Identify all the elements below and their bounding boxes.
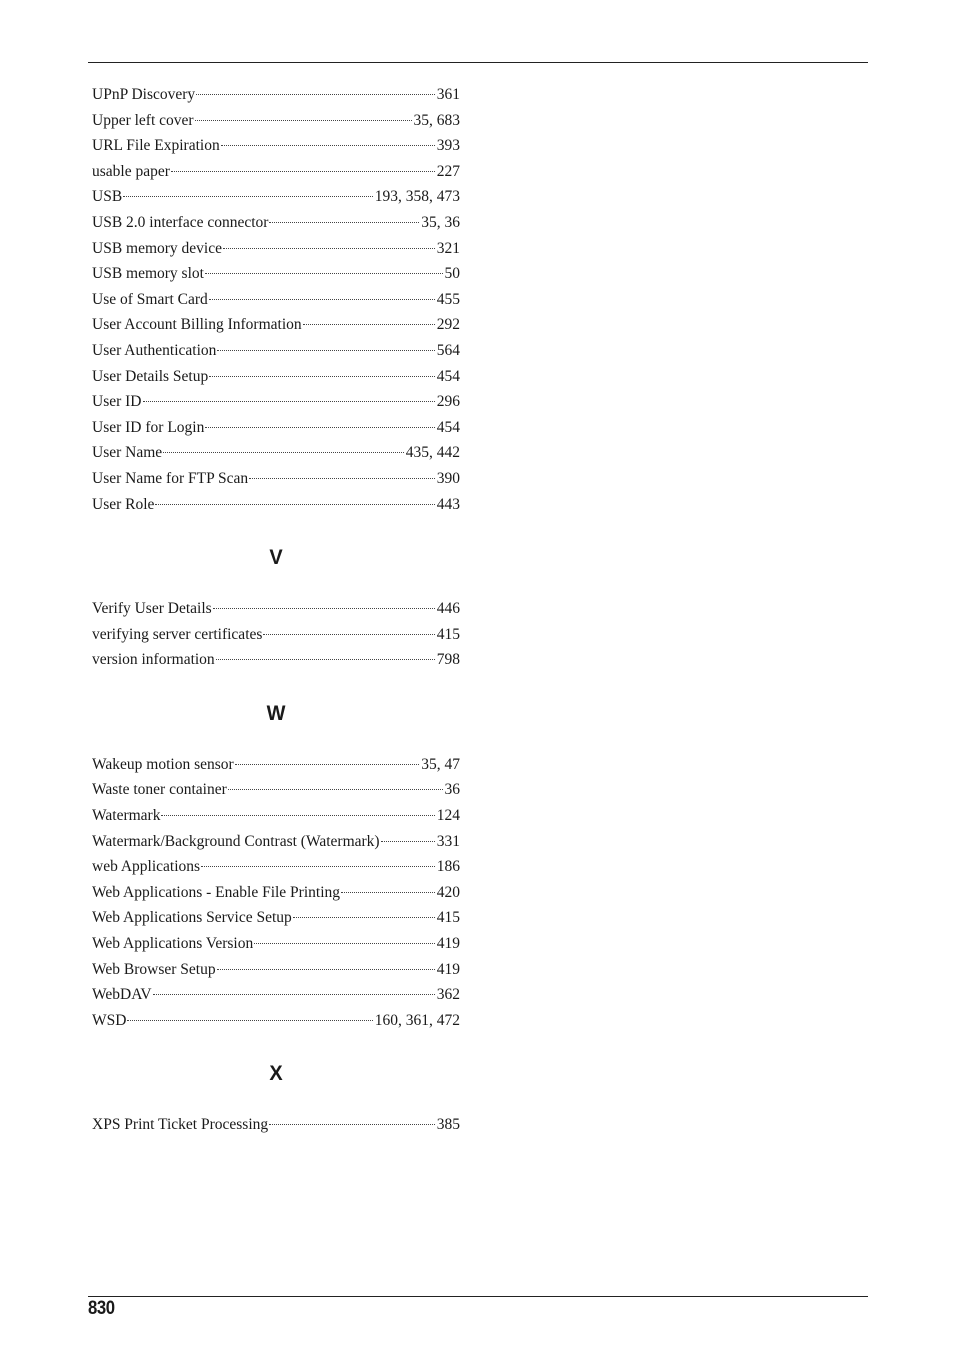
index-term: USB (92, 188, 123, 206)
dot-leader (155, 504, 434, 505)
dot-leader (205, 427, 434, 428)
index-pages: 35, 47 (421, 755, 460, 773)
index-entry (92, 982, 460, 1008)
index-term: USB memory device (92, 239, 223, 257)
index-term: Web Applications Version (92, 935, 254, 953)
index-term: WSD (92, 1011, 127, 1029)
index-pages: 35, 36 (421, 213, 460, 231)
index-entry (92, 184, 460, 210)
dot-leader (249, 478, 435, 479)
dot-leader (228, 789, 443, 790)
dot-leader (217, 350, 434, 351)
index-term: Verify User Details (92, 600, 212, 618)
index-entry (92, 312, 460, 338)
index-pages: 50 (444, 265, 460, 283)
index-pages: 292 (436, 316, 460, 334)
index-entry (92, 829, 460, 855)
dot-leader (216, 659, 435, 660)
dot-leader (254, 943, 435, 944)
dot-leader (196, 94, 435, 95)
dot-leader (293, 917, 435, 918)
index-entry (92, 287, 460, 313)
index-entry (92, 415, 460, 441)
index-entry (92, 389, 460, 415)
index-entry (92, 622, 460, 648)
index-pages: 454 (436, 367, 460, 385)
index-entry (92, 752, 460, 778)
dot-leader (269, 1124, 435, 1125)
dot-leader (161, 815, 434, 816)
dot-leader (235, 764, 420, 765)
index-pages: 415 (436, 625, 460, 643)
index-term: USB 2.0 interface connector (92, 213, 269, 231)
index-entry (92, 466, 460, 492)
page-number: 830 (88, 1298, 115, 1319)
index-term: Web Applications - Enable File Printing (92, 883, 341, 901)
index-entry (92, 931, 460, 957)
index-pages: 124 (436, 807, 460, 825)
index-entry (92, 159, 460, 185)
index-term: web Applications (92, 858, 201, 876)
index-term: User Account Billing Information (92, 316, 302, 334)
index-term: Upper left cover (92, 111, 194, 129)
index-entry (92, 108, 460, 134)
index-entry (92, 957, 460, 983)
dot-leader (221, 145, 435, 146)
index-entry (92, 210, 460, 236)
index-section (92, 1062, 460, 1138)
dot-leader (195, 120, 412, 121)
index-pages: 361 (436, 86, 460, 103)
index-pages: 390 (436, 469, 460, 487)
index-pages: 36 (444, 781, 460, 799)
index-entry (92, 1112, 460, 1138)
index-term: User Name for FTP Scan (92, 469, 249, 487)
index-pages: 296 (436, 393, 460, 411)
index-pages: 435, 442 (405, 444, 460, 462)
dot-leader (143, 401, 435, 402)
index-entry (92, 854, 460, 880)
index-term: Wakeup motion sensor (92, 755, 234, 773)
index-section (92, 82, 460, 517)
index-pages: 385 (436, 1116, 460, 1134)
index-term: User Name (92, 444, 163, 462)
header-rule (88, 62, 868, 63)
dot-leader (303, 324, 435, 325)
index-term: verifying server certificates (92, 625, 263, 643)
dot-leader (209, 376, 435, 377)
index-entry (92, 440, 460, 466)
dot-leader (171, 171, 435, 172)
dot-leader (263, 634, 434, 635)
index-entry (92, 82, 460, 108)
section-letter-heading: X (269, 1062, 283, 1086)
index-pages: 455 (436, 290, 460, 308)
index-term: Watermark/Background Contrast (Watermark) (92, 832, 380, 850)
index-pages: 446 (436, 600, 460, 618)
index-entry (92, 133, 460, 159)
dot-leader (163, 452, 404, 453)
index-entry (92, 596, 460, 622)
index-entry (92, 647, 460, 673)
index-term: Use of Smart Card (92, 290, 208, 308)
index-pages: 362 (436, 986, 460, 1004)
index-term: UPnP Discovery (92, 86, 196, 103)
index-entry (92, 803, 460, 829)
index-pages: 331 (436, 832, 460, 850)
index-entry (92, 364, 460, 390)
index-entry (92, 338, 460, 364)
index-pages: 443 (436, 495, 460, 513)
index-pages: 415 (436, 909, 460, 927)
dot-leader (153, 994, 435, 995)
section-letter-heading: V (269, 546, 283, 570)
index-entry (92, 905, 460, 931)
index-entry (92, 880, 460, 906)
dot-leader (341, 892, 435, 893)
dot-leader (127, 1020, 372, 1021)
index-term: User Role (92, 495, 155, 513)
index-entry (92, 492, 460, 518)
index-term: Web Applications Service Setup (92, 909, 292, 927)
dot-leader (209, 299, 435, 300)
index-pages: 35, 683 (413, 111, 460, 129)
index-entry (92, 777, 460, 803)
index-entry (92, 261, 460, 287)
index-term: USB memory slot (92, 265, 204, 283)
dot-leader (213, 608, 435, 609)
index-term: usable paper (92, 162, 170, 180)
index-section (92, 546, 460, 673)
dot-leader (269, 222, 419, 223)
dot-leader (205, 273, 443, 274)
index-term: version information (92, 651, 215, 669)
index-term: User ID for Login (92, 418, 205, 436)
index-term: URL File Expiration (92, 137, 220, 155)
index-pages: 321 (436, 239, 460, 257)
index-pages: 393 (436, 137, 460, 155)
dot-leader (201, 866, 435, 867)
index-term: Waste toner container (92, 781, 227, 799)
index-pages: 454 (436, 418, 460, 436)
index-column (92, 82, 460, 1138)
index-entry (92, 236, 460, 262)
index-pages: 186 (436, 858, 460, 876)
dot-leader (217, 969, 435, 970)
dot-leader (223, 248, 435, 249)
index-pages: 420 (436, 883, 460, 901)
index-pages: 564 (436, 341, 460, 359)
index-pages: 798 (436, 651, 460, 669)
index-pages: 419 (436, 935, 460, 953)
index-pages: 227 (436, 162, 460, 180)
index-term: Watermark (92, 807, 161, 825)
index-term: User Details Setup (92, 367, 209, 385)
index-term: User ID (92, 393, 142, 411)
dot-leader (123, 196, 373, 197)
dot-leader (381, 841, 435, 842)
index-term: Web Browser Setup (92, 960, 216, 978)
index-pages: 160, 361, 472 (374, 1011, 460, 1029)
index-term: WebDAV (92, 986, 152, 1004)
section-letter-heading: W (266, 701, 286, 725)
index-pages: 193, 358, 473 (374, 188, 460, 206)
index-entry (92, 1008, 460, 1034)
footer-rule (88, 1296, 868, 1297)
index-pages: 419 (436, 960, 460, 978)
index-term: User Authentication (92, 341, 217, 359)
index-section (92, 702, 460, 1034)
index-term: XPS Print Ticket Processing (92, 1116, 269, 1134)
